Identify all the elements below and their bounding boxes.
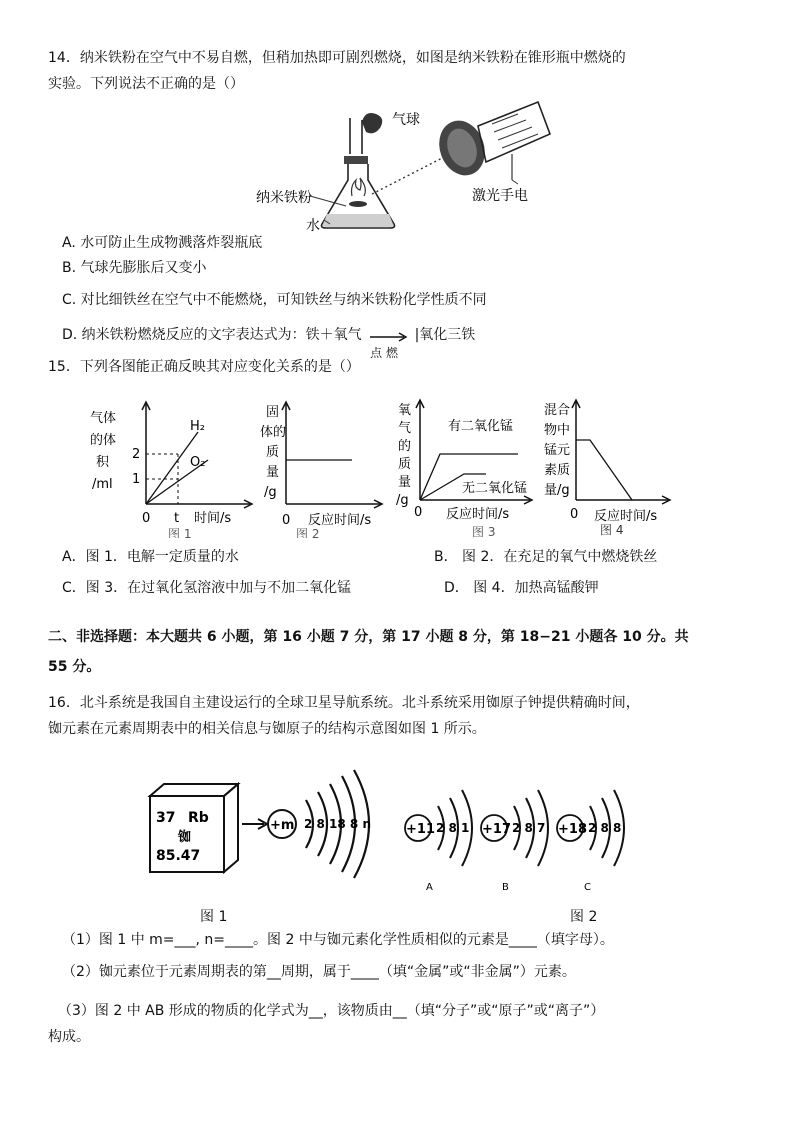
fig3-label-upper: 有二氧化锰 <box>448 419 514 434</box>
fig1-ylabel-2: 的体 <box>90 433 117 448</box>
section2-heading-line1: 二、非选择题：本大题共 6 小题，第 16 小题 7 分，第 17 小题 8 分，第 18−21 小题各 10 分。共 <box>48 629 689 645</box>
atom-c-shells: 2 8 8 <box>588 821 622 835</box>
fig2-xlabel: 反应时间/s <box>308 513 372 528</box>
q16-sub-question-1: （1）图 1 中 m=___, n=____。图 2 中与铷元素化学性质相似的元素是____（填字母）。 <box>62 932 614 948</box>
fig1-caption: 图 1 <box>168 527 192 538</box>
fig3-xlabel: 反应时间/s <box>446 507 510 522</box>
fig3-ylabel-2: 气 <box>398 421 412 436</box>
water-shape <box>323 214 393 227</box>
q16-caption-fig2: 图 2 <box>570 909 598 925</box>
fig2-ylabel-5: /g <box>264 485 277 500</box>
fig2-ylabel-2: 体的 <box>260 425 287 440</box>
fig1-origin: 0 <box>142 511 151 526</box>
q16-stem-line1: 16．北斗系统是我国自主建设运行的全球卫星导航系统。北斗系统采用铷原子钟提供精确时间， <box>48 695 640 711</box>
fig4-ylabel-2: 物中 <box>544 423 571 438</box>
fig4-caption: 图 4 <box>600 523 624 537</box>
q14-stem-line2: 实验。下列说法不正确的是（） <box>48 76 244 92</box>
fig1-ylabel-3: 积 <box>96 455 110 470</box>
label-laser: 激光手电 <box>472 188 528 204</box>
q15-option-a: A．图 1．电解一定质量的水 <box>62 549 239 565</box>
label-balloon: 气球 <box>392 112 420 128</box>
q14-option-a: A. 水可防止生成物溅落炸裂瓶底 <box>62 235 263 251</box>
arrow-icon <box>366 325 410 345</box>
atom-a-diagram <box>405 790 472 893</box>
fig3-ylabel-4: 质 <box>398 457 412 472</box>
fig4-ylabel-5: 量/g <box>544 483 570 498</box>
q16-sub-question-3-end: 构成。 <box>48 1029 90 1045</box>
rb-atom-diagram <box>268 770 371 878</box>
label-iron-powder: 纳米铁粉 <box>256 190 312 206</box>
q16-stem-line2: 铷元素在元素周期表中的相关信息与铷原子的结构示意图如图 1 所示。 <box>48 721 486 737</box>
cell-symbol: Rb <box>188 810 209 826</box>
fig4-ylabel-4: 素质 <box>544 463 571 478</box>
fig3-ylabel-1: 氧 <box>398 403 412 418</box>
stopper <box>344 156 368 164</box>
q14-option-b: B. 气球先膨胀后又变小 <box>62 260 207 276</box>
fig3-label-lower: 无二氧化锰 <box>462 481 528 496</box>
balloon-shape <box>362 113 382 133</box>
q15-option-c: C．图 3．在过氧化氢溶液中加与不加二氧化锰 <box>62 580 352 596</box>
q15-option-d: D． 图 4．加热高锰酸钾 <box>444 580 599 596</box>
cell-mass: 85.47 <box>156 848 201 864</box>
atom-c-diagram <box>557 790 624 893</box>
atom-a-label: A <box>426 882 433 893</box>
fig4-ylabel-3: 锰元 <box>544 443 571 458</box>
atom-c-nucleus: +18 <box>558 822 587 837</box>
fig2-ylabel-4: 量 <box>266 465 280 480</box>
atom-b-shells: 2 8 7 <box>512 821 546 835</box>
atom-b-nucleus: +17 <box>482 822 511 837</box>
rb-shell-electrons: 2 8 18 8 n <box>304 817 372 831</box>
label-water: 水 <box>306 218 320 234</box>
reaction-condition: 点 燃 <box>370 346 398 360</box>
laser-body <box>478 102 550 162</box>
rb-nucleus-charge: +m <box>270 818 295 833</box>
q15-figure-1 <box>86 396 266 538</box>
fig1-ylabel-1: 气体 <box>90 411 117 426</box>
fig1-tick-2: 2 <box>132 447 141 462</box>
fig3-ylabel-3: 的 <box>398 439 412 454</box>
q14-option-d-product: |氧化三铁 <box>414 327 476 343</box>
q16-sub-question-3: （3）图 2 中 AB 形成的物质的化学式为__，该物质由__（填“分子”或“原子”或“离子”） <box>58 1003 605 1019</box>
atom-b-label: B <box>502 882 509 893</box>
atom-c-label: C <box>584 882 591 893</box>
cell-atomic-number: 37 <box>156 810 176 826</box>
q14-option-d-text: D. 纳米铁粉燃烧反应的文字表达式为：铁＋氧气 <box>62 327 362 343</box>
fig2-origin: 0 <box>282 513 291 528</box>
reaction-arrow <box>366 325 410 360</box>
q15-figure-3 <box>390 396 550 538</box>
fig1-label-o2: O₂ <box>190 455 206 470</box>
fig2-caption: 图 2 <box>296 527 320 538</box>
q15-stem: 15．下列各图能正确反映其对应变化关系的是（） <box>48 359 360 375</box>
fig3-ylabel-5: 量 <box>398 475 412 490</box>
q14-option-c: C. 对比细铁丝在空气中不能燃烧，可知铁丝与纳米铁粉化学性质不同 <box>62 292 487 308</box>
atom-a-shells: 2 8 1 <box>436 821 470 835</box>
atom-a-nucleus: +11 <box>406 822 435 837</box>
periodic-table-cell <box>150 784 238 872</box>
atom-b-diagram <box>481 790 548 893</box>
fig3-origin: 0 <box>414 505 423 520</box>
q14-option-d <box>62 325 476 360</box>
fig4-origin: 0 <box>570 507 579 522</box>
fig1-tick-1: 1 <box>132 472 141 487</box>
fig1-tick-t: t <box>174 511 180 526</box>
cell-name: 铷 <box>178 830 192 845</box>
fig4-xlabel: 反应时间/s <box>594 509 658 524</box>
fig4-line <box>576 440 632 500</box>
q15-option-b: B． 图 2．在充足的氧气中燃烧铁丝 <box>434 549 658 565</box>
fig3-ylabel-6: /g <box>396 493 409 508</box>
fig2-ylabel-3: 质 <box>266 445 280 460</box>
q15-figure-4 <box>540 396 680 538</box>
fig4-ylabel-1: 混合 <box>544 403 571 418</box>
section2-heading-line2: 55 分。 <box>48 659 101 675</box>
q16-sub-question-2: （2）铷元素位于元素周期表的第__周期，属于____（填“金属”或“非金属”）元素。 <box>62 964 576 980</box>
fig2-ylabel-1: 固 <box>266 405 280 420</box>
fig3-caption: 图 3 <box>472 525 496 538</box>
q16-atom-figure <box>140 766 660 896</box>
q15-figure-2 <box>256 396 396 538</box>
q14-experiment-figure <box>250 100 560 240</box>
q14-stem-line1: 14．纳米铁粉在空气中不易自燃，但稍加热即可剧烈燃烧，如图是纳米铁粉在锥形瓶中燃烧的 <box>48 50 626 66</box>
q16-caption-fig1: 图 1 <box>200 909 228 925</box>
fig1-label-h2: H₂ <box>190 419 205 434</box>
fig1-xlabel: 时间/s <box>194 511 232 526</box>
fig1-ylabel-4: /ml <box>92 477 113 492</box>
